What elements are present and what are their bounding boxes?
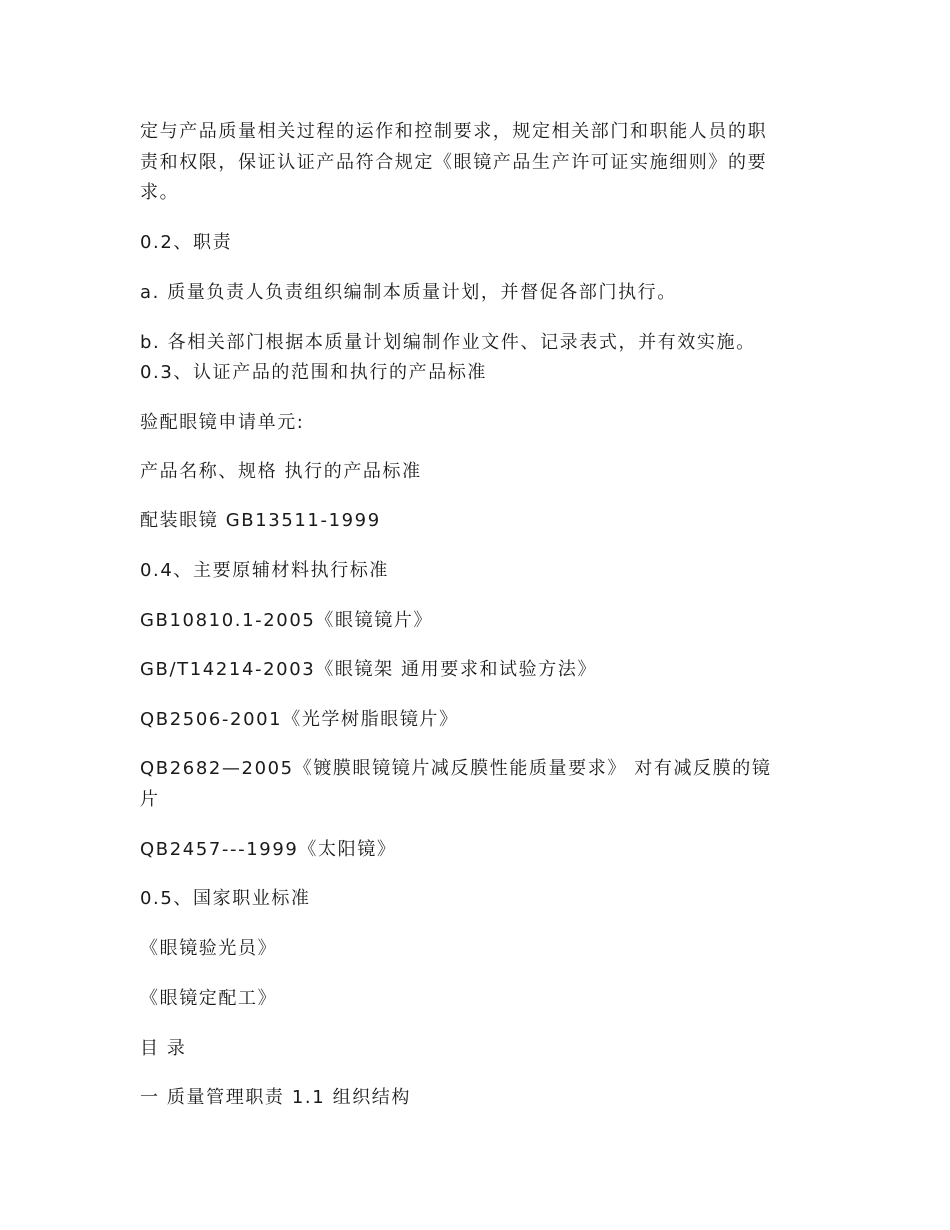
body-text-line: 产品名称、规格 执行的产品标准 [140, 461, 422, 482]
section-heading: 0.4、主要原辅材料执行标准 [140, 560, 390, 581]
standard-item: 《眼镜定配工》 [140, 988, 278, 1009]
standard-item: GB/T14214-2003《眼镜架 通用要求和试验方法》 [140, 659, 598, 680]
standard-item: 《眼镜验光员》 [140, 938, 278, 959]
body-text-line: 求。 [140, 182, 180, 203]
section-heading: 0.3、认证产品的范围和执行的产品标准 [140, 362, 488, 383]
standard-item: 片 [140, 789, 160, 810]
list-item: a. 质量负责人负责组织编制本质量计划，并督促各部门执行。 [140, 282, 677, 303]
body-text-line: 验配眼镜申请单元: [140, 412, 305, 433]
section-heading: 0.5、国家职业标准 [140, 888, 311, 909]
standard-item: GB10810.1-2005《眼镜镜片》 [140, 610, 434, 631]
body-text-line: 责和权限，保证认证产品符合规定《眼镜产品生产许可证实施细则》的要 [140, 152, 768, 173]
standard-item: QB2682—2005《镀膜眼镜镜片减反膜性能质量要求》 对有减反膜的镜 [140, 758, 772, 779]
body-text-line: 配装眼镜 GB13511-1999 [140, 510, 381, 531]
section-heading: 0.2、职责 [140, 232, 233, 253]
list-item: b. 各相关部门根据本质量计划编制作业文件、记录表式，并有效实施。 [140, 332, 756, 353]
toc-heading: 目 录 [140, 1038, 187, 1059]
body-text-line: 定与产品质量相关过程的运作和控制要求，规定相关部门和职能人员的职 [140, 121, 768, 142]
standard-item: QB2506-2001《光学树脂眼镜片》 [140, 709, 459, 730]
toc-entry: 一 质量管理职责 1.1 组织结构 [140, 1087, 411, 1108]
standard-item: QB2457---1999《太阳镜》 [140, 839, 397, 860]
